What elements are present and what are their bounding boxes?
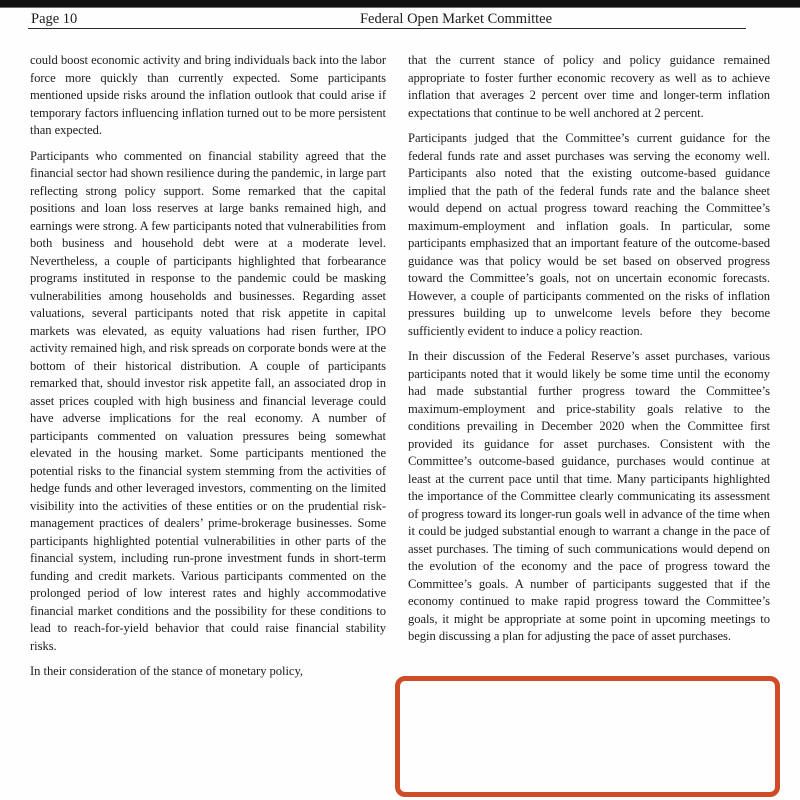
paragraph-right-3: In their discussion of the Federal Reserve’s asset purchases, various participants noted that it would likely be some time until the economy had made substantial further progress toward the Committee’s maximum-employment and price-stability goals relative to the conditions prevailing in December 2020 when the Committee first provided its guidance for asset purchases. Consistent with the Committee’s outcome-based guidance, purchases would continue at least at the current pace until that time. Many participants highlighted the importance of the Committee clearly communicating its assessment of progress toward its longer-run goals well in advance of the time when it could be judged substantial enough to warrant a change in the pace of asset purchases. The timing of such communications would depend on the evolution of the economy and the pace of progress toward the Committee’s goals. A number of participants suggested that if the economy continued to make rapid progress toward the Committee’s goals, it might be appropriate at some point in upcoming meetings to begin discussing a plan for adjusting the pace of asset purchases. <box>408 349 770 643</box>
right-column <box>408 52 770 689</box>
highlight-annotation-box <box>395 676 780 797</box>
paragraph-left-2: Participants who commented on financial stability agreed that the financial sector had shown resilience during the pandemic, in large part reflecting strong policy support. Some remarked that the capital positions and loan loss reserves at large banks remained high, and earnings were strong. A few participants noted that vulnerabilities from both business and household debt were at a moderate level. Nevertheless, a couple of participants highlighted that forbearance programs instituted in response to the pandemic could be masking vulnerabilities among households and businesses. Regarding asset valuations, several participants noted that risk appetite in capital markets was elevated, as equity valuations had risen further, IPO activity remained high, and risk spreads on corporate bonds were at the bottom of their historical distribution. A couple of participants remarked that, should investor risk appetite fall, an associated drop in asset prices coupled with high business and financial leverage could have adverse implications for the real economy. A number of participants commented on valuation pressures being somewhat elevated in the housing market. Some participants mentioned the potential risks to the financial system stemming from the activities of hedge funds and other leveraged investors, commenting on the limited visibility into the activities of these entities or on the prudential risk-management practices of dealers’ prime-brokerage businesses. Some participants highlighted potential vulnerabilities in other parts of the financial system, including run-prone investment funds in short-term funding and credit markets. Various participants commented on the prolonged period of low interest rates and highly accommodative financial market conditions and the possibility for these conditions to lead to reach-for-yield behavior that could raise financial stability risks. <box>30 148 387 653</box>
header-rule <box>28 28 746 29</box>
page-body <box>30 52 770 689</box>
paragraph-right-2: Participants judged that the Committee’s current guidance for the federal funds rate and asset purchases was serving the economy well. Participants also noted that the existing outcome-based guidance implied that the path of the federal funds rate and the balance sheet would depend on actual progress toward reaching the Committee’s maximum-employment and inflation goals. In particular, some participants emphasized that an important feature of the outcome-based guidance was that policy would be set based on observed progress toward the Committee’s goals, not on uncertain economic forecasts. However, a couple of participants commented on the risks of inflation pressures building up to unwelcome levels before they become sufficiently evident to induce a policy reaction. <box>408 131 770 338</box>
paragraph-left-3: In their consideration of the stance of monetary policy, <box>30 664 304 678</box>
page-number: Page 10 <box>31 11 78 27</box>
paragraph-left-1: could boost economic activity and bring individuals back into the labor force more quickly than currently expected. Some participants mentioned upside risks around the inflation outlook that could arise if temporary factors influencing inflation turned out to be more persistent than expected. <box>30 53 386 137</box>
left-column <box>30 52 386 689</box>
paragraph-right-1: that the current stance of policy and policy guidance remained appropriate to foster further economic recovery as well as to achieve inflation that averages 2 percent over time and longer-term inflation expectations that continue to be well anchored at 2 percent. <box>408 53 770 120</box>
page-header <box>0 0 800 34</box>
header-title: Federal Open Market Committee <box>359 11 553 27</box>
